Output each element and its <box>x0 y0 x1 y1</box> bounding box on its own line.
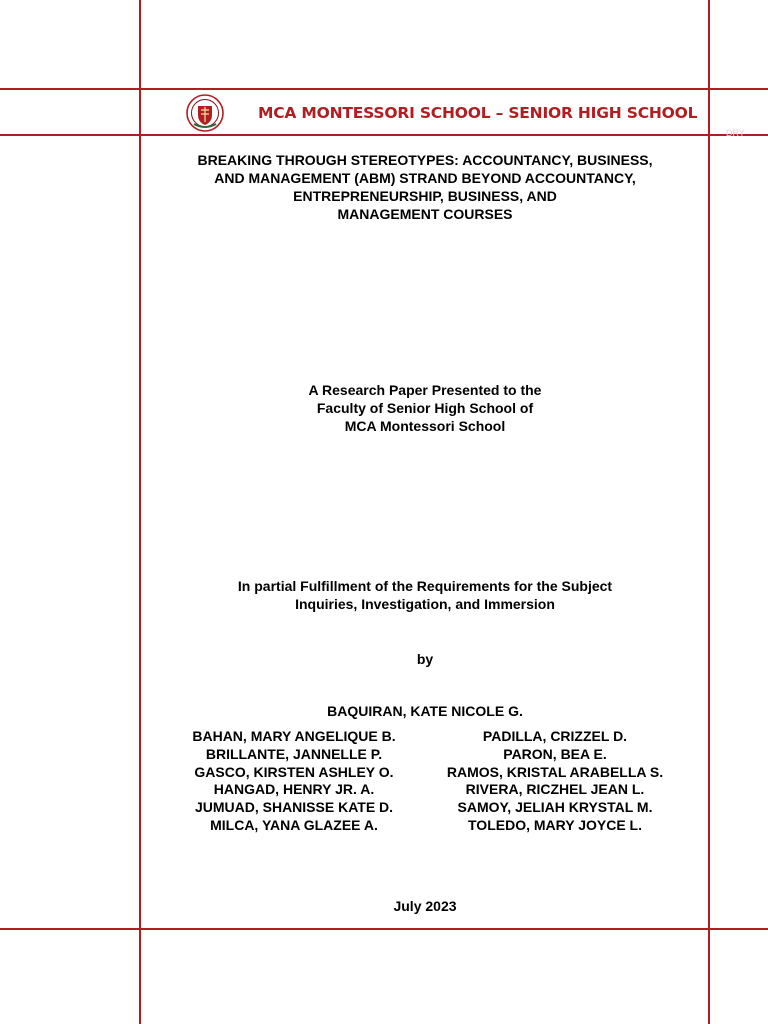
title-line: ENTREPRENEURSHIP, BUSINESS, AND <box>293 188 557 204</box>
author-name: PADILLA, CRIZZEL D. <box>482 728 628 744</box>
author-name: RAMOS, KRISTAL ARABELLA S. <box>446 763 664 780</box>
presentation-statement <box>140 381 710 435</box>
author-name: TOLEDO, MARY JOYCE L. <box>468 816 642 833</box>
presentation-line: MCA Montessori School <box>344 418 506 434</box>
page-header <box>186 94 697 132</box>
school-name: MCA MONTESSORI SCHOOL – SENIOR HIGH SCHOOL <box>258 104 698 122</box>
fulfillment-line: In partial Fulfillment of the Requirements for the Subject <box>237 578 613 594</box>
author-name: JUMUAD, SHANISSE KATE D. <box>194 799 394 816</box>
title-line: BREAKING THROUGH STEREOTYPES: ACCOUNTANCY, BUSINESS, <box>197 152 653 168</box>
top-header-rule <box>0 88 768 90</box>
authors-right-column <box>425 728 685 835</box>
school-seal-icon <box>186 94 224 132</box>
title-line: MANAGEMENT COURSES <box>337 206 513 222</box>
lead-author <box>140 702 710 720</box>
author-name: PARON, BEA E. <box>503 745 607 762</box>
author-name: SAMOY, JELIAH KRYSTAL M. <box>457 799 653 816</box>
by-text: by <box>416 651 434 667</box>
author-name: RIVERA, RICZHEL JEAN L. <box>465 781 645 798</box>
lead-author-name: BAQUIRAN, KATE NICOLE G. <box>327 703 523 719</box>
fulfillment-statement <box>140 577 710 613</box>
submission-date <box>140 897 710 915</box>
by-label <box>140 650 710 668</box>
faint-mark: DRY <box>726 128 745 138</box>
header-bottom-rule <box>0 134 768 136</box>
presentation-line: Faculty of Senior High School of <box>316 400 534 416</box>
fulfillment-line: Inquiries, Investigation, and Immersion <box>295 596 555 612</box>
author-name: GASCO, KIRSTEN ASHLEY O. <box>194 763 394 780</box>
author-name: MILCA, YANA GLAZEE A. <box>210 816 378 833</box>
author-name: HANGAD, HENRY JR. A. <box>213 781 375 798</box>
author-name: BAHAN, MARY ANGELIQUE B. <box>192 728 396 744</box>
title-line: AND MANAGEMENT (ABM) STRAND BEYOND ACCOUNTANCY, <box>214 170 636 186</box>
presentation-line: A Research Paper Presented to the <box>308 382 542 398</box>
authors-left-column <box>174 728 414 835</box>
date-text: July 2023 <box>393 898 457 914</box>
paper-title <box>140 151 710 223</box>
bottom-margin-rule <box>0 928 768 930</box>
author-name: BRILLANTE, JANNELLE P. <box>205 745 383 762</box>
